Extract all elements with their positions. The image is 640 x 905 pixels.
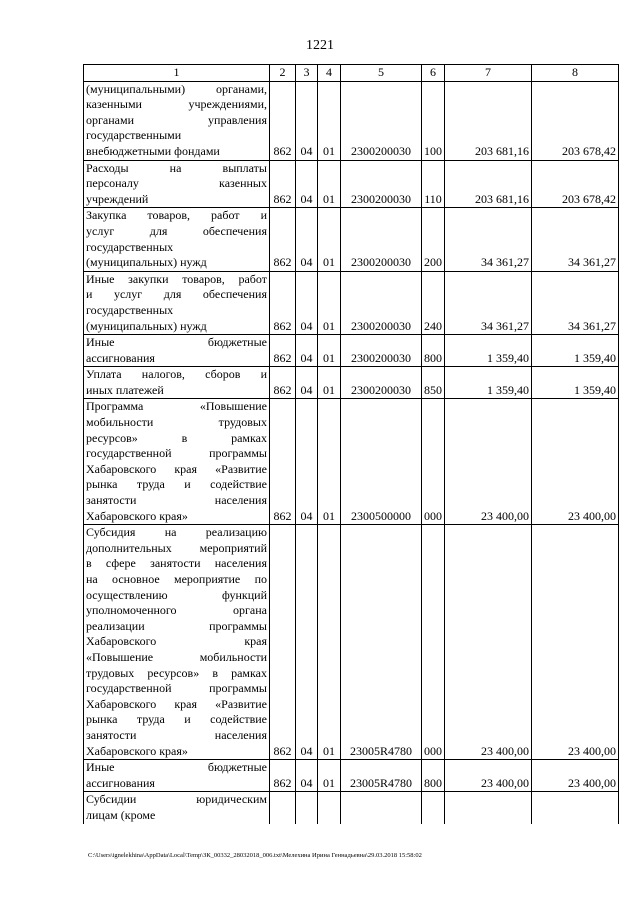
cell-section: 04 <box>296 335 318 367</box>
row-name-line: органами управления <box>86 112 267 127</box>
row-name-line: Хабаровского края <box>86 634 267 649</box>
row-name-line: Хабаровского края» <box>86 508 188 523</box>
row-name-line: Иные бюджетные <box>86 335 267 350</box>
cell-admin-code: 862 <box>270 81 296 160</box>
row-name-line: внебюджетными фондами <box>86 143 220 158</box>
row-name-line: Закупка товаров, работ и <box>86 208 267 223</box>
cell-subsection: 01 <box>318 525 341 760</box>
cell-amount-actual: 203 678,42 <box>532 81 619 160</box>
cell-expense-type: 800 <box>422 760 445 792</box>
row-name-line: дополнительных мероприятий <box>86 540 267 555</box>
cell-amount-actual: 23 400,00 <box>532 399 619 525</box>
row-name-line: (муниципальными) органами, <box>86 81 267 96</box>
row-name-line: лицам (кроме <box>86 807 156 822</box>
row-name-line: государственной программы <box>86 446 267 461</box>
row-name-line: и услуг для обеспечения <box>86 287 267 302</box>
cell-admin-code: 862 <box>270 399 296 525</box>
row-name <box>84 399 270 525</box>
cell-amount-actual: 23 400,00 <box>532 760 619 792</box>
cell-amount-plan: 203 681,16 <box>445 81 532 160</box>
row-name-line: Хабаровского края «Развитие <box>86 696 267 711</box>
row-name <box>84 792 270 824</box>
cell-target-article: 2300200030 <box>341 335 422 367</box>
budget-table <box>83 64 619 824</box>
table-row <box>84 81 619 160</box>
cell-expense-type: 240 <box>422 271 445 334</box>
cell-amount-plan: 1 359,40 <box>445 367 532 399</box>
row-name <box>84 525 270 760</box>
row-name-line: Иные закупки товаров, работ <box>86 271 267 286</box>
cell-admin-code: 862 <box>270 160 296 208</box>
header-cell: 3 <box>296 65 318 82</box>
cell-expense-type: 000 <box>422 399 445 525</box>
header-cell: 1 <box>84 65 270 82</box>
cell-expense-type: 110 <box>422 160 445 208</box>
cell-admin-code <box>270 792 296 824</box>
cell-subsection: 01 <box>318 271 341 334</box>
cell-amount-plan: 34 361,27 <box>445 271 532 334</box>
row-name-line: занятости населения <box>86 727 267 742</box>
cell-section: 04 <box>296 399 318 525</box>
cell-section <box>296 792 318 824</box>
row-name-line: казенными учреждениями, <box>86 97 267 112</box>
cell-amount-actual: 1 359,40 <box>532 335 619 367</box>
row-name-line: Программа «Повышение <box>86 399 267 414</box>
header-cell: 4 <box>318 65 341 82</box>
cell-section: 04 <box>296 160 318 208</box>
cell-subsection: 01 <box>318 367 341 399</box>
row-name-line: (муниципальных) нужд <box>86 255 207 270</box>
cell-admin-code: 862 <box>270 525 296 760</box>
table-row <box>84 335 619 367</box>
cell-amount-actual: 34 361,27 <box>532 208 619 271</box>
row-name-line: занятости населения <box>86 493 267 508</box>
cell-target-article: 2300200030 <box>341 81 422 160</box>
cell-section: 04 <box>296 367 318 399</box>
cell-subsection: 01 <box>318 81 341 160</box>
cell-admin-code: 862 <box>270 271 296 334</box>
cell-subsection <box>318 792 341 824</box>
cell-amount-plan: 1 359,40 <box>445 335 532 367</box>
row-name-line: Иные бюджетные <box>86 760 267 775</box>
row-name-line: Хабаровского края «Развитие <box>86 461 267 476</box>
table-row <box>84 792 619 824</box>
cell-section: 04 <box>296 81 318 160</box>
cell-amount-actual <box>532 792 619 824</box>
cell-expense-type: 800 <box>422 335 445 367</box>
header-row <box>84 65 619 82</box>
cell-target-article: 2300500000 <box>341 399 422 525</box>
row-name <box>84 271 270 334</box>
cell-section: 04 <box>296 760 318 792</box>
cell-amount-actual: 23 400,00 <box>532 525 619 760</box>
cell-expense-type: 850 <box>422 367 445 399</box>
cell-section: 04 <box>296 208 318 271</box>
header-cell: 8 <box>532 65 619 82</box>
header-cell: 6 <box>422 65 445 82</box>
row-name-line: «Повышение мобильности <box>86 649 267 664</box>
cell-amount-actual: 203 678,42 <box>532 160 619 208</box>
cell-target-article: 23005R4780 <box>341 525 422 760</box>
row-name-line: персоналу казенных <box>86 176 267 191</box>
row-name-line: осуществлению функций <box>86 587 267 602</box>
row-name <box>84 81 270 160</box>
cell-target-article: 23005R4780 <box>341 760 422 792</box>
row-name <box>84 160 270 208</box>
cell-expense-type: 000 <box>422 525 445 760</box>
cell-amount-plan <box>445 792 532 824</box>
row-name-line: ассигнования <box>86 350 155 365</box>
row-name-line: Расходы на выплаты <box>86 160 267 175</box>
cell-expense-type <box>422 792 445 824</box>
row-name-line: уполномоченного органа <box>86 603 267 618</box>
cell-amount-plan: 23 400,00 <box>445 760 532 792</box>
cell-target-article: 2300200030 <box>341 271 422 334</box>
cell-amount-plan: 23 400,00 <box>445 525 532 760</box>
cell-amount-actual: 1 359,40 <box>532 367 619 399</box>
table-row <box>84 271 619 334</box>
row-name-line: иных платежей <box>86 382 164 397</box>
cell-subsection: 01 <box>318 399 341 525</box>
table-row <box>84 760 619 792</box>
cell-admin-code: 862 <box>270 367 296 399</box>
row-name-line: Уплата налогов, сборов и <box>86 367 267 382</box>
table-row <box>84 160 619 208</box>
row-name-line: Хабаровского края» <box>86 743 188 758</box>
cell-subsection: 01 <box>318 160 341 208</box>
cell-admin-code: 862 <box>270 208 296 271</box>
table-row <box>84 367 619 399</box>
row-name-line: Субсидии юридическим <box>86 792 267 807</box>
row-name-line: ресурсов» в рамках <box>86 430 267 445</box>
cell-expense-type: 200 <box>422 208 445 271</box>
cell-amount-plan: 203 681,16 <box>445 160 532 208</box>
row-name-line: реализации программы <box>86 618 267 633</box>
row-name <box>84 208 270 271</box>
cell-admin-code: 862 <box>270 760 296 792</box>
cell-section: 04 <box>296 271 318 334</box>
cell-subsection: 01 <box>318 208 341 271</box>
header-cell: 7 <box>445 65 532 82</box>
row-name-line: мобильности трудовых <box>86 415 267 430</box>
cell-amount-plan: 34 361,27 <box>445 208 532 271</box>
cell-target-article <box>341 792 422 824</box>
footer-path: C:\Users\ignelekhina\AppData\Local\Temp\ЗК_00332_28032018_006.txt\Мелехина Ирина Геннадьевна\29.03.2018 15:58:02 <box>88 852 422 859</box>
row-name-line: рынка труда и содействие <box>86 477 267 492</box>
row-name <box>84 335 270 367</box>
cell-amount-plan: 23 400,00 <box>445 399 532 525</box>
cell-target-article: 2300200030 <box>341 367 422 399</box>
row-name-line: ассигнования <box>86 775 155 790</box>
cell-amount-actual: 34 361,27 <box>532 271 619 334</box>
cell-expense-type: 100 <box>422 81 445 160</box>
row-name-line: услуг для обеспечения <box>86 223 267 238</box>
row-name-line: государственной программы <box>86 681 267 696</box>
row-name <box>84 367 270 399</box>
row-name-line: государственных <box>86 302 174 317</box>
cell-subsection: 01 <box>318 335 341 367</box>
cell-target-article: 2300200030 <box>341 208 422 271</box>
row-name-line: учреждений <box>86 191 149 206</box>
table-row <box>84 399 619 525</box>
row-name-line: на основное мероприятие по <box>86 572 267 586</box>
row-name-line: (муниципальных) нужд <box>86 318 207 333</box>
cell-admin-code: 862 <box>270 335 296 367</box>
cell-target-article: 2300200030 <box>341 160 422 208</box>
row-name-line: рынка труда и содействие <box>86 712 267 727</box>
row-name-line: Субсидия на реализацию <box>86 525 267 540</box>
header-cell: 2 <box>270 65 296 82</box>
row-name-line: в сфере занятости населения <box>86 556 267 571</box>
row-name-line: государственными <box>86 128 182 143</box>
page-number: 1221 <box>306 38 334 53</box>
table-row <box>84 525 619 760</box>
header-cell: 5 <box>341 65 422 82</box>
row-name-line: трудовых ресурсов» в рамках <box>86 665 267 680</box>
row-name <box>84 760 270 792</box>
cell-subsection: 01 <box>318 760 341 792</box>
row-name-line: государственных <box>86 239 174 254</box>
cell-section: 04 <box>296 525 318 760</box>
table-row <box>84 208 619 271</box>
